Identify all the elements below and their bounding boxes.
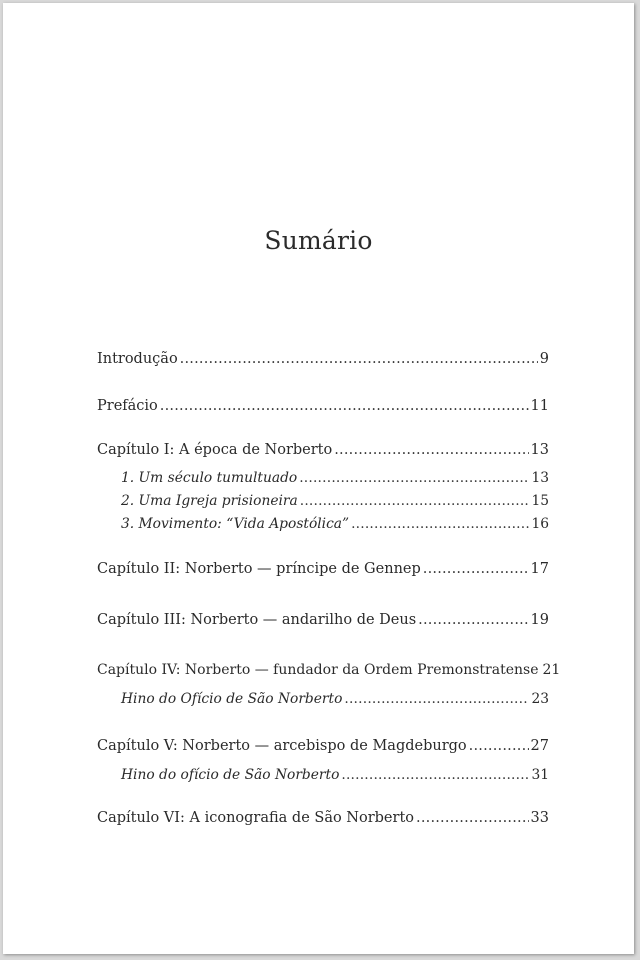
toc-entry-page: 13	[531, 470, 549, 486]
page-title: Sumário	[264, 226, 373, 255]
toc-entry	[97, 610, 549, 630]
toc-entry-label: Capítulo VI: A iconografia de São Norberto	[97, 810, 415, 826]
toc-subentry	[121, 468, 549, 488]
book-page	[3, 3, 634, 954]
dot-leader	[341, 765, 529, 785]
toc-subentry	[121, 491, 549, 511]
toc-entry	[97, 440, 549, 460]
toc-entry-page: 31	[531, 767, 549, 783]
toc-subentry	[121, 765, 549, 785]
toc-entry	[97, 736, 549, 756]
toc-entry-label: Prefácio	[97, 398, 158, 414]
toc-entry	[97, 559, 549, 579]
toc-entry-page: 17	[530, 561, 549, 577]
toc-entry-label: Introdução	[97, 351, 178, 367]
toc-entry-label: Hino do Ofício de São Norberto	[121, 691, 343, 707]
toc-entry	[97, 808, 549, 828]
toc-entry	[97, 660, 561, 680]
dot-leader	[160, 396, 529, 416]
toc-entry-label: Capítulo III: Norberto — andarilho de Deus	[97, 612, 417, 628]
toc-entry-label: Capítulo I: A época de Norberto	[97, 442, 333, 458]
toc-entry-label: Hino do ofício de São Norberto	[121, 767, 340, 783]
dot-leader	[299, 468, 529, 488]
toc-entry-label: 2. Uma Igreja prisioneira	[121, 493, 298, 509]
dot-leader	[469, 736, 529, 756]
toc-entry-label: 3. Movimento: “Vida Apostólica”	[121, 516, 350, 532]
dot-leader	[423, 559, 529, 579]
toc-entry-label: Capítulo V: Norberto — arcebispo de Magdeburgo	[97, 738, 467, 754]
toc-entry-label: Capítulo II: Norberto — príncipe de Gennep	[97, 561, 421, 577]
toc-entry-page: 9	[539, 351, 549, 367]
toc-entry-page: 33	[530, 810, 549, 826]
toc-entry-page: 11	[530, 398, 549, 414]
dot-leader	[416, 808, 529, 828]
dot-leader	[300, 491, 530, 511]
toc-entry-page: 19	[530, 612, 549, 628]
toc-subentry	[121, 514, 549, 534]
dot-leader	[351, 514, 529, 534]
toc-entry-page: 27	[530, 738, 549, 754]
toc-entry-label: Capítulo IV: Norberto — fundador da Ordem Premonstratense	[97, 662, 539, 678]
dot-leader	[344, 689, 529, 709]
dot-leader	[180, 349, 538, 369]
toc-entry-page: 16	[531, 516, 549, 532]
toc-entry-page: 15	[531, 493, 549, 509]
toc-entry	[97, 349, 549, 369]
toc-entry	[97, 396, 549, 416]
toc-entry-page: 13	[530, 442, 549, 458]
toc-entry-label: 1. Um século tumultuado	[121, 470, 298, 486]
dot-leader	[334, 440, 528, 460]
toc-entry-page: 21	[542, 662, 561, 678]
dot-leader	[418, 610, 528, 630]
toc-entry-page: 23	[531, 691, 549, 707]
toc-subentry	[121, 689, 549, 709]
